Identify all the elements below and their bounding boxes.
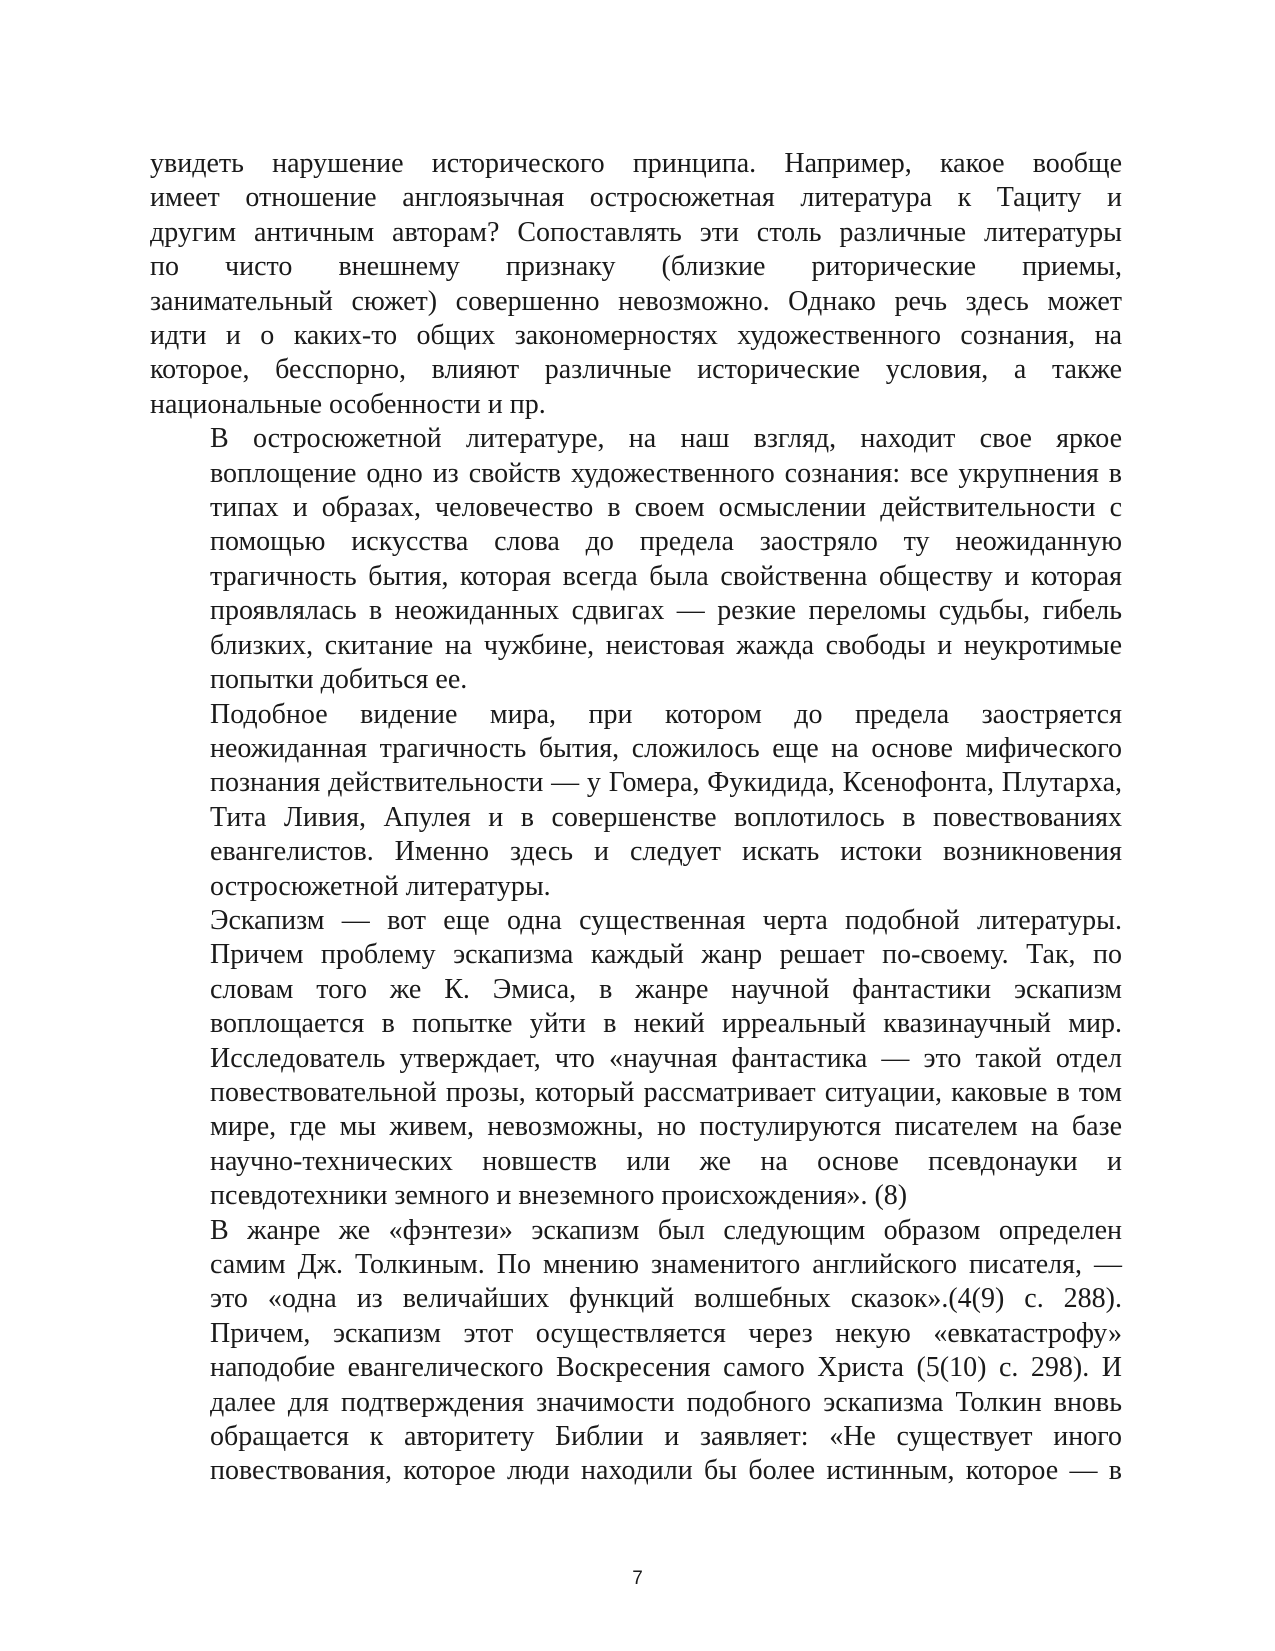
text-line: типах и образах, человечество в своем осмыслении действительности с	[210, 492, 1122, 524]
text-line: неожиданная трагичность бытия, сложилось еще на основе мифического	[210, 732, 1122, 764]
text-line: В остросюжетной литературе, на наш взгляд, находит свое яркое	[210, 423, 1122, 455]
text-line: увидеть нарушение исторического принципа. Например, какое вообще	[150, 148, 1122, 179]
text-line: научно-технических новшеств или же на основе псевдонауки и	[210, 1145, 1122, 1177]
text-line: наподобие евангелического Воскресения самого Христа (5(10) с. 298). И	[210, 1352, 1122, 1384]
text-line: по чисто внешнему признаку (близкие риторические приемы,	[150, 251, 1122, 283]
body-text	[150, 147, 1122, 1489]
paragraph	[150, 422, 1122, 697]
text-line: Исследователь утверждает, что «научная фантастика — это такой отдел	[210, 1042, 1122, 1074]
text-line: остросюжетной литературы.	[210, 870, 551, 902]
text-line: Причем проблему эскапизма каждый жанр решает по-своему. Так, по	[210, 939, 1122, 971]
text-line: занимательный сюжет) совершенно невозможно. Однако речь здесь может	[150, 285, 1122, 317]
paragraph	[150, 1214, 1122, 1489]
text-line: Эскапизм — вот еще одна существенная черта подобной литературы.	[210, 904, 1122, 936]
text-line: В жанре же «фэнтези» эскапизм был следующим образом определен	[210, 1214, 1122, 1246]
paragraph	[150, 698, 1122, 904]
text-line: самим Дж. Толкиным. По мнению знаменитого английского писателя, —	[210, 1249, 1122, 1280]
text-line: идти и о каких-то общих закономерностях художественного сознания, на	[150, 320, 1122, 352]
text-line: обращается к авторитету Библии и заявляет: «Не существует иного	[210, 1421, 1122, 1453]
text-line: Тита Ливия, Апулея и в совершенстве воплотилось в повествованиях	[210, 801, 1122, 833]
paragraph	[150, 904, 1122, 1214]
text-line: помощью искусства слова до предела заостряло ту неожиданную	[210, 526, 1122, 558]
text-line: псевдотехники земного и внеземного происхождения». (8)	[210, 1180, 908, 1212]
text-line: повествования, которое люди находили бы более истинным, которое — в	[210, 1455, 1122, 1487]
paragraph	[150, 147, 1122, 422]
text-line: национальные особенности и пр.	[150, 388, 546, 420]
text-line: далее для подтверждения значимости подобного эскапизма Толкин вновь	[210, 1386, 1122, 1418]
text-line: Причем, эскапизм этот осуществляется через некую «евкатастрофу»	[210, 1317, 1122, 1349]
text-line: мире, где мы живем, невозможны, но постулируются писателем на базе	[210, 1111, 1122, 1143]
text-line: другим античным авторам? Сопоставлять эти столь различные литературы	[150, 216, 1122, 248]
text-line: повествовательной прозы, который рассматривает ситуации, каковые в том	[210, 1076, 1122, 1108]
text-line: имеет отношение англоязычная остросюжетная литература к Тациту и	[150, 182, 1122, 214]
text-line: попытки добиться ее.	[210, 664, 468, 696]
text-line: познания действительности — у Гомера, Фукидида, Ксенофонта, Плутарха,	[210, 767, 1122, 799]
page-number: 7	[632, 1568, 643, 1589]
text-line: которое, бесспорно, влияют различные исторические условия, а также	[150, 354, 1122, 386]
text-line: воплощение одно из свойств художественного сознания: все укрупнения в	[210, 457, 1122, 489]
text-line: евангелистов. Именно здесь и следует искать истоки возникновения	[210, 836, 1122, 868]
text-line: проявлялась в неожиданных сдвигах — резкие переломы судьбы, гибель	[210, 595, 1122, 627]
text-line: это «одна из величайших функций волшебных сказок».(4(9) с. 288).	[210, 1283, 1122, 1315]
text-line: воплощается в попытке уйти в некий ирреальный квазинаучный мир.	[210, 1008, 1122, 1040]
text-line: Подобное видение мира, при котором до предела заостряется	[210, 698, 1122, 730]
text-line: близких, скитание на чужбине, неистовая жажда свободы и неукротимые	[210, 629, 1122, 661]
text-line: словам того же К. Эмиса, в жанре научной фантастики эскапизм	[210, 973, 1122, 1005]
text-line: трагичность бытия, которая всегда была свойственна обществу и которая	[210, 560, 1122, 592]
